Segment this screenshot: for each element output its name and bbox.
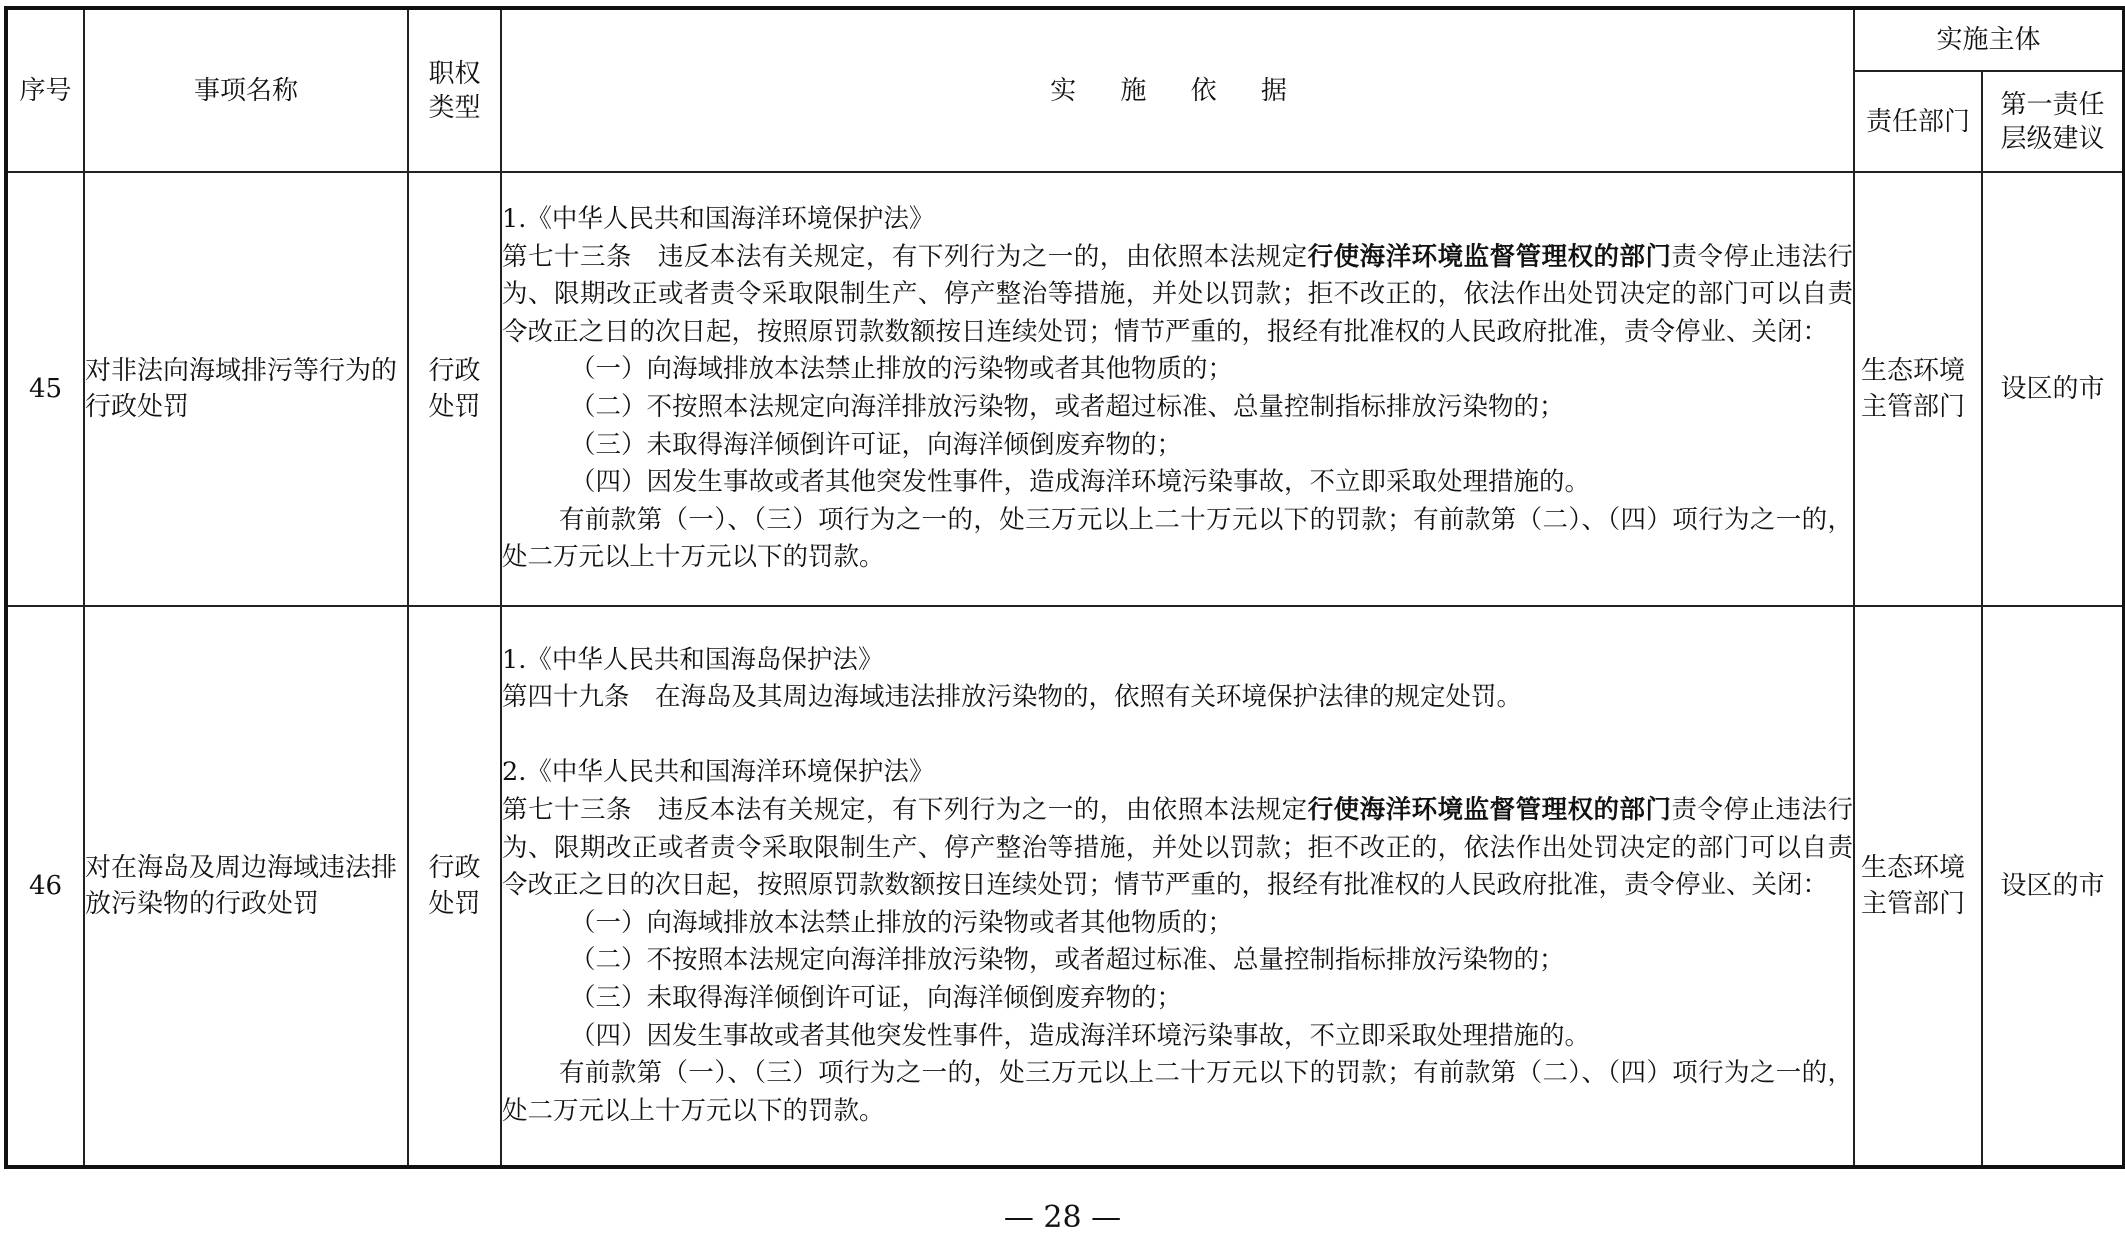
row-item-name: 对非法向海域排污等行为的行政处罚 bbox=[84, 172, 408, 606]
row-seq: 46 bbox=[6, 606, 84, 1167]
header-impl-subject: 实施主体 bbox=[1854, 8, 2124, 71]
row-power-type: 行政处罚 bbox=[408, 606, 501, 1167]
header-first-level: 第一责任层级建议 bbox=[1982, 71, 2124, 172]
penalty-text: 有前款第（一）、（三）项行为之一的，处三万元以上二十万元以下的罚款；有前款第（二）、（四）项行为之一的，处二万元以上十万元以下的罚款。 bbox=[502, 504, 1853, 573]
header-seq: 序号 bbox=[6, 8, 84, 172]
responsible-authority: 行使海洋环境监督管理权的部门 bbox=[1307, 241, 1672, 272]
row-power-type: 行政处罚 bbox=[408, 172, 501, 606]
row-seq: 45 bbox=[6, 172, 84, 606]
law-title: 2.《中华人民共和国海洋环境保护法》 bbox=[502, 757, 935, 788]
header-basis: 实 施 依 据 bbox=[501, 8, 1854, 172]
article-text: 第七十三条 违反本法有关规定，有下列行为之一的，由依照本法规定行使海洋环境监督管理权的部门责令停止违法行为、限期改正或者责令采取限制生产、停产整治等措施，并处以罚款；拒不改正的，依法作出处罚决定的部门可以自责令改正之日的次日起，按照原罚款数额按日连续处罚；情节严重的，报经有批准权的人民政府批准，责令停业、关闭： bbox=[502, 241, 1853, 347]
law-title: 1.《中华人民共和国海洋环境保护法》 bbox=[502, 204, 935, 235]
list-item: （三）未取得海洋倾倒许可证，向海洋倾倒废弃物的； bbox=[570, 429, 1183, 460]
page-number: — 28 — bbox=[1003, 1200, 1122, 1235]
enforcement-items-table bbox=[4, 6, 2125, 1169]
table-row bbox=[6, 172, 2124, 606]
header-power-type: 职权类型 bbox=[408, 8, 501, 172]
list-item: （二）不按照本法规定向海洋排放污染物，或者超过标准、总量控制指标排放污染物的； bbox=[570, 945, 1565, 976]
row-first-level: 设区的市 bbox=[1982, 172, 2124, 606]
row-first-level: 设区的市 bbox=[1982, 606, 2124, 1167]
spacer bbox=[502, 717, 1853, 755]
responsible-authority: 行使海洋环境监督管理权的部门 bbox=[1307, 795, 1672, 826]
header-row-top bbox=[6, 8, 2124, 71]
law-title: 1.《中华人民共和国海岛保护法》 bbox=[502, 644, 884, 675]
header-item-name: 事项名称 bbox=[84, 8, 408, 172]
article-text: 第四十九条 在海岛及其周边海域违法排放污染物的，依照有关环境保护法律的规定处罚。 bbox=[502, 682, 1523, 713]
header-resp-dept: 责任部门 bbox=[1854, 71, 1982, 172]
list-item: （一）向海域排放本法禁止排放的污染物或者其他物质的； bbox=[570, 907, 1234, 938]
table-row bbox=[6, 606, 2124, 1167]
list-item: （四）因发生事故或者其他突发性事件，造成海洋环境污染事故，不立即采取处理措施的。 bbox=[570, 467, 1591, 498]
row-basis bbox=[501, 172, 1854, 606]
list-item: （一）向海域排放本法禁止排放的污染物或者其他物质的； bbox=[570, 354, 1234, 385]
list-item: （二）不按照本法规定向海洋排放污染物，或者超过标准、总量控制指标排放污染物的； bbox=[570, 392, 1565, 422]
row-resp-dept: 生态环境主管部门 bbox=[1854, 606, 1982, 1167]
list-item: （三）未取得海洋倾倒许可证，向海洋倾倒废弃物的； bbox=[570, 982, 1183, 1013]
article-text: 第七十三条 违反本法有关规定，有下列行为之一的，由依照本法规定行使海洋环境监督管理权的部门责令停止违法行为、限期改正或者责令采取限制生产、停产整治等措施，并处以罚款；拒不改正的，依法作出处罚决定的部门可以自责令改正之日的次日起，按照原罚款数额按日连续处罚；情节严重的，报经有批准权的人民政府批准，责令停业、关闭： bbox=[502, 795, 1853, 901]
penalty-text: 有前款第（一）、（三）项行为之一的，处三万元以上二十万元以下的罚款；有前款第（二）、（四）项行为之一的，处二万元以上十万元以下的罚款。 bbox=[502, 1058, 1853, 1126]
row-resp-dept: 生态环境主管部门 bbox=[1854, 172, 1982, 606]
row-basis bbox=[501, 606, 1854, 1167]
row-item-name: 对在海岛及周边海域违法排放污染物的行政处罚 bbox=[84, 606, 408, 1167]
list-item: （四）因发生事故或者其他突发性事件，造成海洋环境污染事故，不立即采取处理措施的。 bbox=[570, 1020, 1591, 1051]
